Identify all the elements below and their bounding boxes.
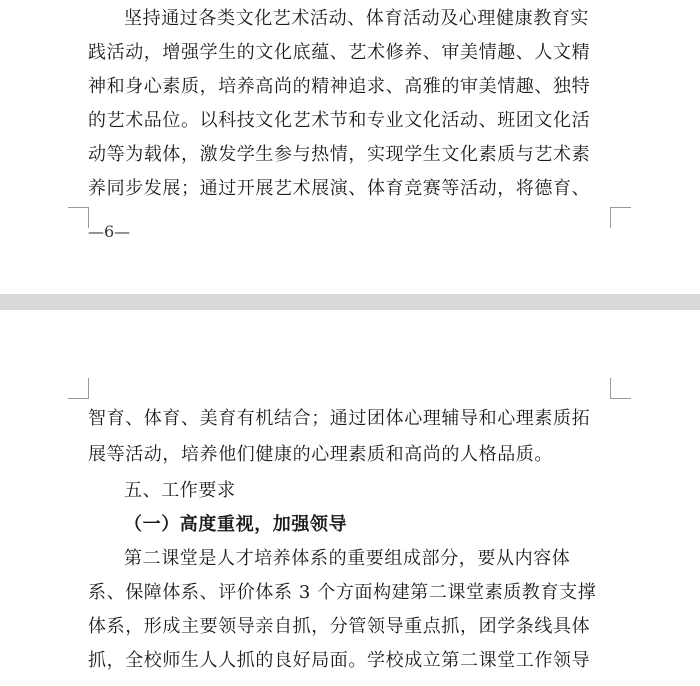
paragraph-line: 第二课堂是人才培养体系的重要组成部分，要从内容体 [124, 548, 571, 569]
paragraph-line: 智育、体育、美育有机结合；通过团体心理辅导和心理素质拓 [88, 408, 591, 429]
paragraph-line: 践活动，增强学生的文化底蕴、艺术修养、审美情趣、人文精 [88, 42, 591, 63]
margin-corner-mark [68, 378, 89, 399]
paragraph-line: 的艺术品位。以科技文化艺术节和专业文化活动、班团文化活 [88, 110, 591, 131]
paragraph-line: 体系，形成主要领导亲自抓，分管领导重点抓，团学条线具体 [88, 616, 591, 637]
document-page-6 [0, 0, 700, 294]
document-page-7 [0, 310, 700, 686]
paragraph-line: 展等活动，培养他们健康的心理素质和高尚的人格品质。 [88, 444, 553, 465]
margin-corner-mark [610, 207, 631, 228]
paragraph-line: 养同步发展；通过开展艺术展演、体育竞赛等活动，将德育、 [88, 178, 591, 199]
paragraph-line: 系、保障体系、评价体系 3 个方面构建第二课堂素质教育支撑 [88, 582, 597, 603]
margin-corner-mark [610, 378, 631, 399]
section-heading: 五、工作要求 [124, 480, 236, 501]
margin-corner-mark [68, 207, 89, 228]
paragraph-line: 坚持通过各类文化艺术活动、体育活动及心理健康教育实 [124, 8, 589, 29]
page-number: —6— [88, 222, 131, 241]
paragraph-line: 动等为载体，激发学生参与热情，实现学生文化素质与艺术素 [88, 144, 591, 165]
paragraph-line: 神和身心素质，培养高尚的精神追求、高雅的审美情趣、独特 [88, 76, 591, 97]
page-separator [0, 294, 700, 310]
paragraph-line: 抓，全校师生人人抓的良好局面。学校成立第二课堂工作领导 [88, 650, 591, 671]
subsection-heading: （一）高度重视，加强领导 [124, 514, 348, 535]
